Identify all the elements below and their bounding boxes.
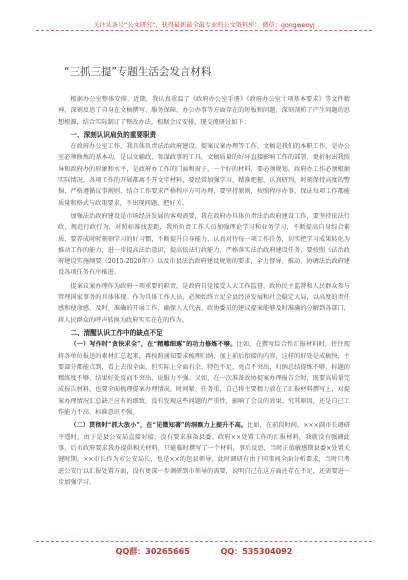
subsection-heading: （一）写作时“贪快求全”，在“精雕细琢”的功力修炼不够。 xyxy=(70,341,237,349)
footer-divider xyxy=(36,541,372,542)
document-body xyxy=(58,94,350,490)
section-heading: 二、清醒认识工作中的缺点不足 xyxy=(70,328,163,337)
subsection-text: 比如，在撰写综合性汇报材料时，往往现将各单位报送的素材汇总起来，再按照通知要求梳理归纳，加上前后衔接的内容，这样的好处是成稿快，主要部分都能点到，看上去很全面，但实际上全面有余、特色不足，亮点不突出，归纳总结提炼不够，标题的精练度不够。结果好处反而不突出，说服力不强。又如，在一次准备政协提案办理报告会时，既要高质量完成报告材料，也要全面梳理提案办理情况，时间紧、任务重，自己将主要精力放在了汇报材料撰写上，对提案办理情况汇总缺乏应有的细致，没有发现这些问题的严重性，影响了会议的效果。究其原因，还是自己工作能力不高、标准意识不强。 xyxy=(58,341,350,417)
qq-number-label: QQ：535304092 xyxy=(220,547,293,556)
footer-contacts xyxy=(0,546,408,557)
body-paragraph: 提案议案办理作为政府一项重要的职责，是政府自觉接受人大工作监督、政协民主监督和人民群众参与管理国家事务的具体体现。作为具体工作人员，必须始终立足全县经济发展和社会稳定大局，以高度的责任感和使命感，及时、准确的开展工作，确保人大代表、政协委员的建议提案能够及时准确的分解到各部门，将人民群众的呼声转换为政府实实在在的作为。 xyxy=(58,282,350,324)
section-heading: 一、深刻认识肩负的重要职责 xyxy=(70,130,157,139)
subsection xyxy=(58,339,350,418)
subsection xyxy=(58,420,350,488)
subsection-text: 比如，在前段时间，×××副市长调研平遥时，由于是县公安局直接对接，没有要求准备县委、政府××处置工作的汇报材料，我就没有强调此事，后市政府要求我办提供相关材料，只能临时撰写了一个材料，事后反思，当时正值敏感期县委×处置关键时期，××市长作为市公安局长，也是××的包县领导，此时调研有由于同事间全面分析要求，当时只考虑公安厅以汇报处置方面，没有更深一步调研到市领导的需要，说明自己在这方面还存在不足，还需要进一步加强学习。 xyxy=(58,422,350,486)
body-paragraph: 加强法治政府建设是市场经济发展的客观需要，我在政府办具体负责法治政府建设工作，要坚持依法行政，规范行政行为，对照标准找差距，我所负责工作人员加强理论学习和业务学习，不断提高自身综合素质，要养成时时刻刻学习的好习惯，不断提升自身能力，认真对待每一项工作任务，切实把学习成果转化为推动工作的能力，进一步提高法治意识，提高依法行政能力，严格落实法治政府建设任务，要按照《法治政府建设实施纲要（2015-2020年）》以及市县法治政府建设规划的要求，全力督导、推动、协调法治政府建设各项任务有序推进。 xyxy=(58,212,350,277)
body-paragraph: 在政府办公室工作，我具体负责法治政府建设、提案议案办理等工作，文稿是我们的本职工作，是办公室必须修炼的基本功，是以文辅政、参谋政事的工具，文稿质量的好坏直接影响工作的部署，更折射出我照导和政府办的形象和水平，是政府办工作的门面和窗子，一个好的材料，要必须规划。政府办工作必须根据实际情况，各项工作的开展都离不开文字材料，要经常加强学习、精准把握、认真研判，时刻保持高度的警惕，严格遵循议事规则、结合工作要求严格程序方可办理，要坚持原则，按照程序办事，保证每项工作都能质量和格式与政策要求，不出现问题，把好关。 xyxy=(58,143,350,207)
document-title: “三抓三提”专题生活会发言材料 xyxy=(64,66,212,78)
qq-group-label: QQ群：30265665 xyxy=(115,547,190,556)
intro-paragraph: 根据办公室整体安排，近期，我认真重温了《政府办公室手册》《政府办公室十项基本要求》等文件精神，深刻反思了自身在文稿撰写、服务保障、办公办事等方面存在的短板和问题，深刻剖析了产生问题的思想根源，结合实际制订了整改办法。根据会议安排，现交流研讨如下： xyxy=(58,96,350,126)
promo-banner: 关注头条号“公文研究”，获得最新最全最专业的公文资料库！ 微信：gongwenyj xyxy=(93,22,315,29)
header-divider xyxy=(36,30,372,31)
subsection-heading: （二）贯彻时“抓大放小”，在“见微知著”的洞察力上提升不高。 xyxy=(70,422,248,430)
